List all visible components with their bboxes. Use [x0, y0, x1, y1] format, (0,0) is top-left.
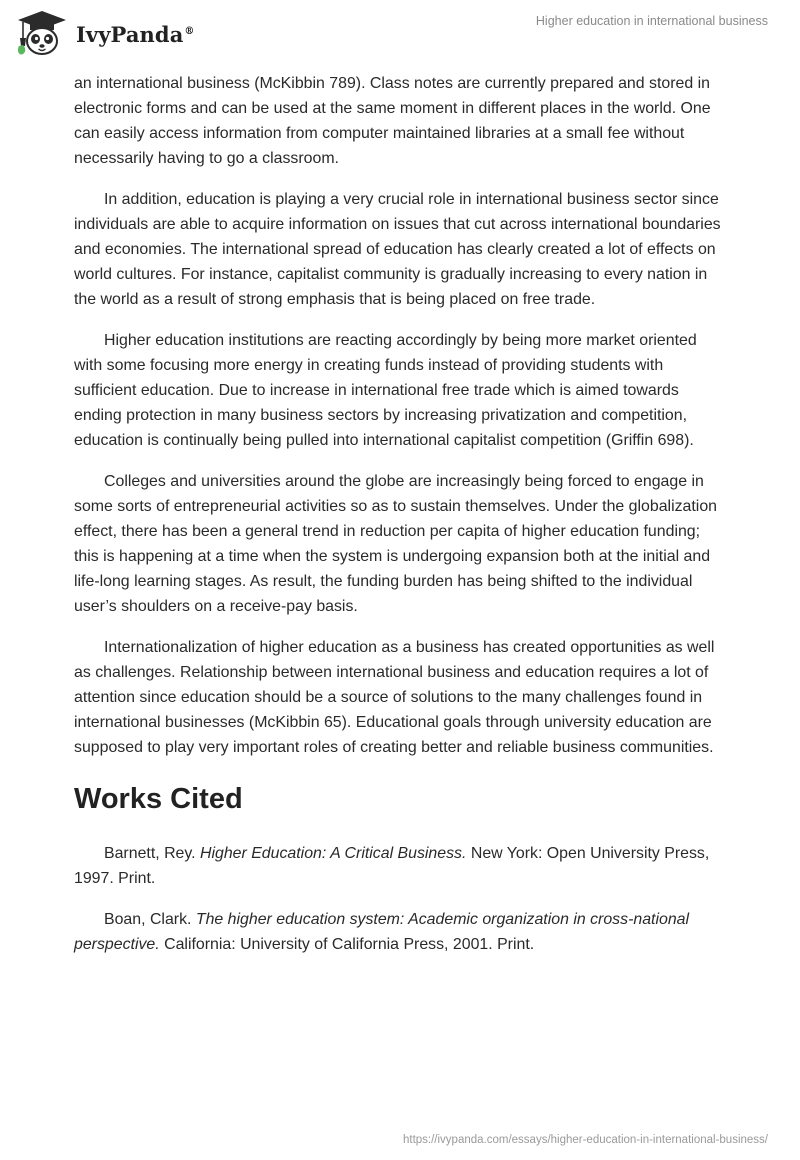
citation-author: Boan, Clark. [104, 911, 192, 928]
citation-publisher: California: University of California Press, 2001. Print. [164, 936, 535, 953]
page-header [0, 0, 800, 70]
essay-body [74, 70, 726, 973]
panda-graduate-icon [14, 8, 70, 58]
logo-wordmark: IvyPanda® [76, 21, 195, 47]
document-title: Higher education in international business [535, 14, 768, 28]
ivypanda-logo[interactable] [14, 8, 194, 58]
paragraph: Internationalization of higher education as a business has created opportunities as well as challenges. Relationship between international business and education requires a lot of attention since education should be a source of solutions to the many challenges found in international businesses (McKibbin 65). Educational goals through university education are supposed to play very important roles of creating better and reliable business communities. [74, 639, 715, 756]
citation-entry [74, 907, 726, 957]
paragraph: an international business (McKibbin 789). Class notes are currently prepared and stored in electronic forms and can be used at the same moment in different places in the world. One can easily access information from computer maintained libraries at a small fee without necessarily having to go a classroom. [74, 75, 711, 167]
footer-url-link[interactable]: https://ivypanda.com/essays/higher-education-in-international-business/ [402, 1134, 768, 1146]
paragraph: In addition, education is playing a very crucial role in international business sector since individuals are able to acquire information on issues that cut across international boundaries and economies. The international spread of education has clearly created a lot of effects on world cultures. For instance, capitalist community is gradually increasing to every nation in the world as a result of strong emphasis that is being placed on free trade. [74, 191, 721, 308]
paragraph: Colleges and universities around the globe are increasingly being forced to engage in some sorts of entrepreneurial activities so as to sustain themselves. Under the globalization effect, there has been a general trend in reduction per capita of higher education funding; this is happening at a time when the system is undergoing expansion both at the initial and life-long learning stages. As result, the funding burden has being shifted to the individual user’s shoulders on a receive-pay basis. [74, 473, 718, 615]
citation-title: The higher education system: Academic organization in cross-national perspective. [74, 911, 690, 953]
works-cited-heading: Works Cited [74, 783, 243, 815]
citation-author: Barnett, Rey. [104, 845, 196, 862]
citation-title: Higher Education: A Critical Business. [199, 845, 467, 862]
paragraph: Higher education institutions are reacting accordingly by being more market oriented with some focusing more energy in creating funds instead of providing students with sufficient education. Due to increase in international free trade which is aimed towards ending protection in many business sectors by increasing privatization and competition, education is continually being pulled into international capitalist competition (Griffin 698). [74, 332, 697, 449]
citation-publisher: New York: Open University Press, 1997. Print. [74, 845, 710, 887]
citation-entry [74, 841, 726, 891]
